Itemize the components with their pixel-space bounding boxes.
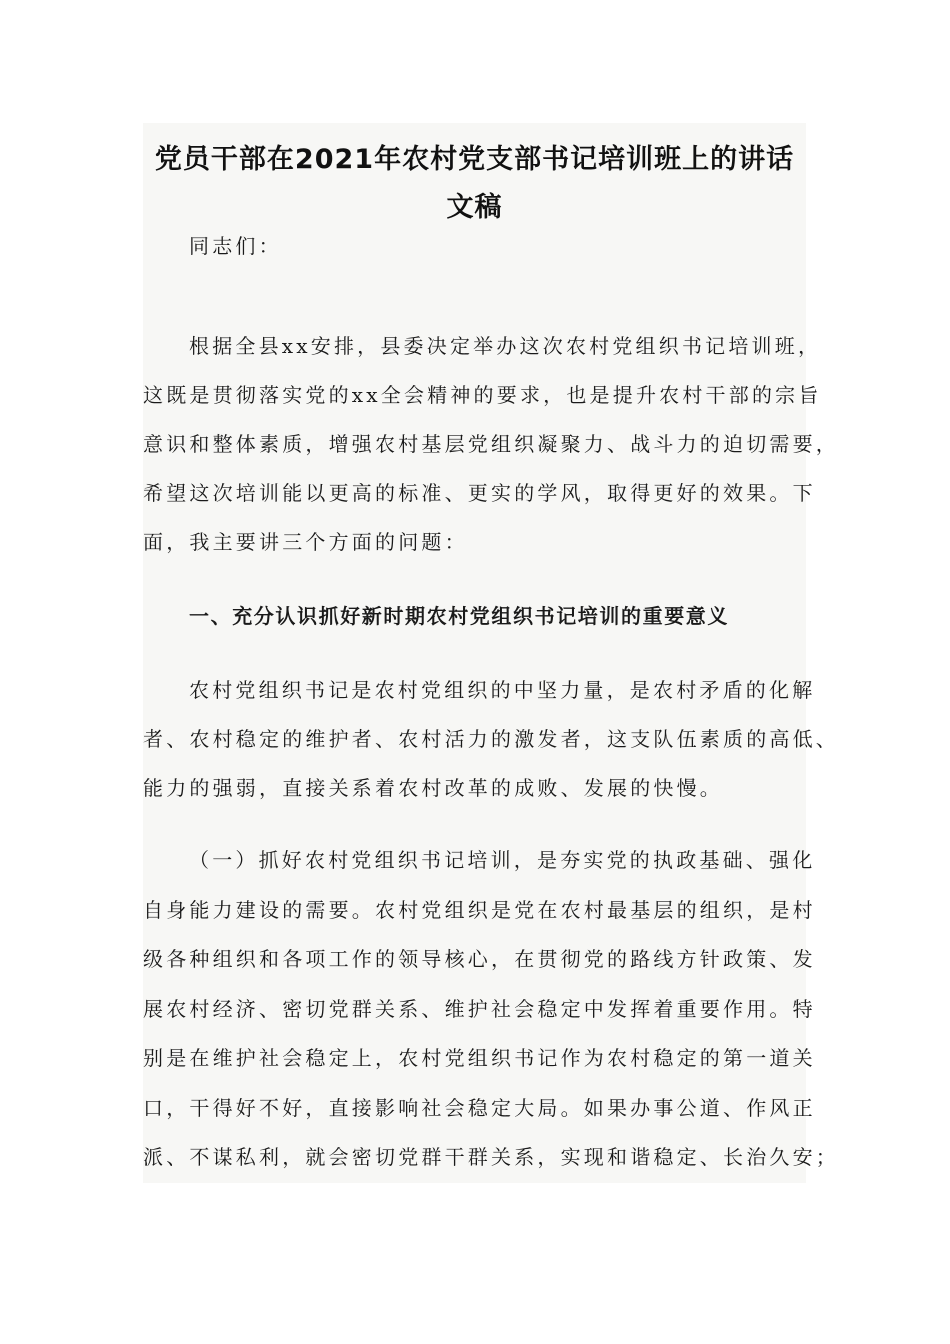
paragraph-line: 面，我主要讲三个方面的问题：	[143, 530, 468, 554]
salutation: 同志们：	[189, 234, 282, 258]
paragraph-line: 农村党组织书记是农村党组织的中坚力量，是农村矛盾的化解	[189, 678, 816, 702]
paragraph-line: 自身能力建设的需要。农村党组织是党在农村最基层的组织，是村	[143, 898, 816, 922]
paragraph-line: 级各种组织和各项工作的领导核心，在贯彻党的路线方针政策、发	[143, 947, 816, 971]
paragraph-line: 意识和整体素质，增强农村基层党组织凝聚力、战斗力的迫切需要，	[143, 432, 839, 456]
paragraph-line: 希望这次培训能以更高的标准、更实的学风，取得更好的效果。下	[143, 481, 816, 505]
paragraph-line: 别是在维护社会稳定上，农村党组织书记作为农村稳定的第一道关	[143, 1046, 816, 1070]
paragraph-line: 者、农村稳定的维护者、农村活力的激发者，这支队伍素质的高低、	[143, 727, 839, 751]
paragraph-line: 派、不谋私利，就会密切党群干群关系，实现和谐稳定、长治久安；	[143, 1145, 839, 1169]
paragraph-line: 根据全县xx安排，县委决定举办这次农村党组织书记培训班，	[189, 334, 822, 358]
section-heading: 一、充分认识抓好新时期农村党组织书记培训的重要意义	[189, 604, 729, 628]
document-page	[143, 123, 839, 1183]
paragraph-line: 口，干得好不好，直接影响社会稳定大局。如果办事公道、作风正	[143, 1096, 816, 1120]
paragraph-line: 这既是贯彻落实党的xx全会精神的要求，也是提升农村干部的宗旨	[143, 383, 822, 407]
document-title-line-1: 党员干部在2021年农村党支部书记培训班上的讲话	[154, 144, 795, 175]
document-title-line-2: 文稿	[446, 192, 503, 223]
paragraph-line: 能力的强弱，直接关系着农村改革的成败、发展的快慢。	[143, 776, 723, 800]
paragraph-line: 展农村经济、密切党群关系、维护社会稳定中发挥着重要作用。特	[143, 997, 816, 1021]
paragraph-line: （一）抓好农村党组织书记培训，是夯实党的执政基础、强化	[189, 848, 816, 872]
